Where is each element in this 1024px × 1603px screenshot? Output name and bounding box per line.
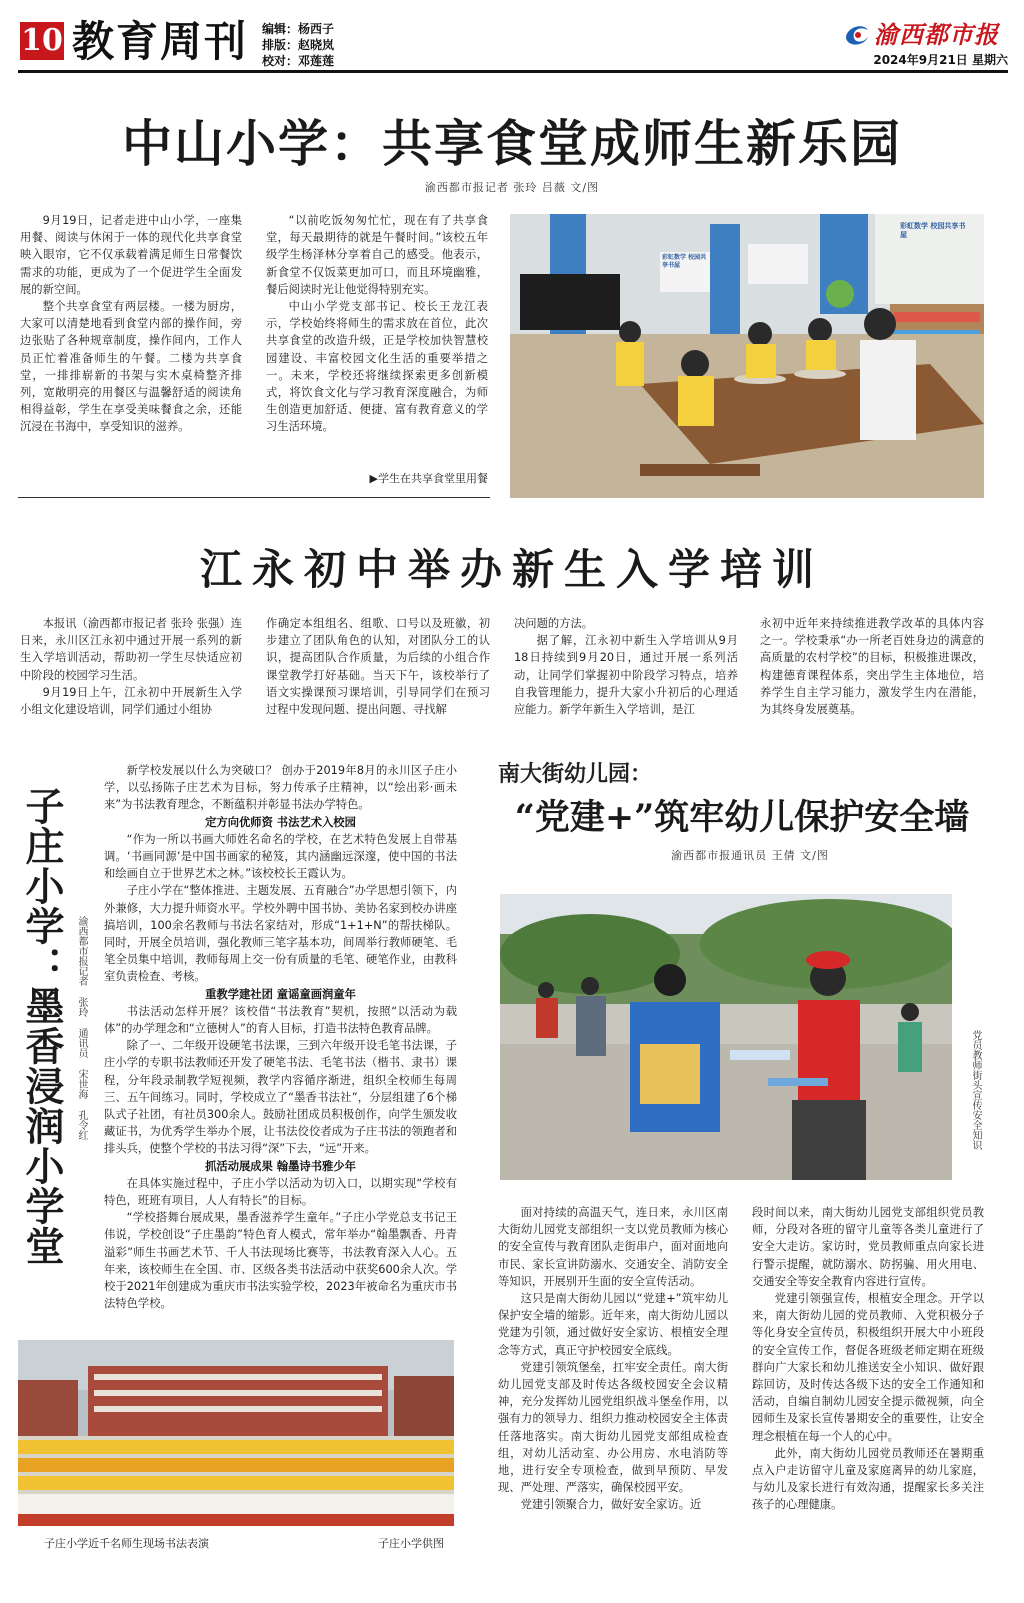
article2-col2 [266, 615, 490, 718]
article4-col2 [752, 1204, 984, 1514]
issue-date: 2024年9月21日 星期六 [873, 53, 1008, 67]
article4-paragraph: 此外，南大街幼儿园党员教师还在暑期重点入户走访留守儿童及家庭离异的幼儿家庭，与幼儿及家长进行有效沟通，提醒家长多关注孩子的心理健康。 [752, 1446, 984, 1512]
article1-paragraph: “以前吃饭匆匆忙忙，现在有了共享食堂，每天最期待的就是午餐时间。”该校五年级学生杨泽林分享着自己的感受。他表示，新食堂不仅饭菜更加可口，而且环境幽雅，餐后阅读时光让他觉得特别充实。 [266, 214, 488, 296]
article3-subhead: 抓活动展成果 翰墨诗书雅少年 [205, 1159, 356, 1173]
article2-paragraph: 9月19日上午，江永初中开展新生入学小组文化建设培训，同学们通过小组协 [20, 685, 242, 717]
article4-byline: 渝西都市报通讯员 王倩 文/图 [671, 849, 829, 862]
proof-credit: 校对：邓莲莲 [262, 54, 335, 68]
article3-paragraph: 除了一、二年级开设硬笔书法课，三到六年级开设毛笔书法课，子庄小学的专职书法教师还开发了硬笔书法、毛笔书法（楷书、隶书）课程，分年段录制教学短视频，教学内容循序渐进，组织全校师生每周三、五午间练习。同时，学校成立了“墨香书法社”，分层组建了6个梯队式子社团，有社员300余人。鼓励社团成员积极创作，向学生颁发收藏证书，为优秀学生举办个展，让书法佼佼者成为子庄书法的领跑者和排头兵，使整个学校的书法习得“深”下去，“远”开来。 [104, 1039, 457, 1156]
paper-name: 渝西都市报 [874, 20, 999, 49]
article4-paragraph: 党建引领强宣传，根植安全理念。开学以来，南大街幼儿园的党员教师、入党积极分子等化身安全宣传员，积极组织开展大中小班段的安全宣传工作，督促各班级老师定期在班级群向广大家长和幼儿推送安全小知识、做好跟踪回访，及时传达各级下达的安全工作通知和活动，自编自制幼儿园安全提示微视频，向全园师生及家长宣传暑期安全的重要性，让安全理念根植在每一个人的心中。 [752, 1292, 984, 1443]
banner-text-1: 彩虹数学 校园共享书屋 [662, 254, 707, 269]
article2-paragraph: 永初中近年来持续推进教学改革的具体内容之一。学校秉承“办一所老百姓身边的满意的高质量的农村学校”的目标，积极推进课改，构建德育课程体系，突出学生主体地位，培养学生自主学习能力，激发学生内在潜能，为其终身发展奠基。 [760, 617, 984, 717]
article3-paragraph: 书法活动怎样开展？该校借“书法教育”契机，按照“以活动为载体”的办学理念和“立德树人”的育人目标，打造书法特色教育品牌。 [104, 1004, 457, 1036]
street-scene [500, 894, 952, 1180]
article4-headline: “党建+”筑牢幼儿保护安全墙 [514, 797, 970, 838]
calligraphy-credit: 子庄小学供图 [378, 1537, 444, 1550]
article3-paragraph: 新学校发展以什么为突破口？ 创办于2019年8月的永川区子庄小学，以弘扬陈子庄艺术为目标，努力传承子庄精神，以“绘出彩·画未来”为书法教育理念，不断蕴积并彰显书法办学特色。 [104, 764, 457, 812]
article3-paragraph: “学校搭舞台展成果，墨香滋养学生童年。”子庄小学党总支书记王伟说，学校创设“子庄墨韵”特色育人模式，常年举办“翰墨飘香、丹青溢彩”师生书画艺术节、千人书法现场比赛等，书法教育深入人心。五年来，该校师生在全国、市、区级各类书法活动中获奖600余人次。学校于2021年创建成为重庆市书法实验学校，2023年被命名为重庆市书法特色学校。 [104, 1211, 457, 1311]
calligraphy-caption: 子庄小学近千名师生现场书法表演 [44, 1537, 209, 1550]
logo-swirl-icon [842, 20, 872, 50]
article4-kicker: 南大街幼儿园： [498, 762, 653, 787]
article2-col1 [20, 615, 242, 718]
article1-col1 [20, 212, 242, 436]
article1-caption: ▶学生在共享食堂里用餐 [369, 472, 488, 485]
article4-paragraph: 党建引领聚合力，做好安全家访。近 [520, 1498, 702, 1512]
article2-col3 [514, 615, 738, 718]
article1-rule [18, 497, 490, 498]
canteen-scene [510, 214, 984, 498]
article3-subhead: 定方向优师资 书法艺术入校园 [205, 815, 356, 829]
article2-paragraph: 据了解，江永初中新生入学培训从9月18日持续到9月20日，通过开展一系列活动，让同学们掌握初中阶段学习特点，培养自我管理能力，提升大家小升初后的心理适应能力。新学年新生入学培训，是江 [514, 634, 738, 717]
section-title: 教育周刊 [72, 17, 249, 66]
article4-paragraph: 面对持续的高温天气，连日来，永川区南大街幼儿园党支部组织一支以党员教师为核心的安全宣传与教育团队走街串户，面对面地向市民、家长宣讲防溺水、交通安全、消防安全等知识，开展别开生面的安全宣传活动。 [498, 1206, 728, 1288]
article4-paragraph: 这只是南大街幼儿园以“党建+”筑牢幼儿保护安全墙的缩影。近年来，南大街幼儿园以党建为引领，通过做好安全家访、根植安全理念等方式，真正守护校园安全底线。 [498, 1292, 728, 1357]
page-number: 10 [21, 23, 63, 58]
header-rule [18, 70, 1008, 73]
article2-headline: 江永初中举办新生入学培训 [199, 545, 824, 594]
article2-paragraph: 本报讯（渝西都市报记者 张玲 张强）连日来，永川区江永初中通过开展一系列的新生入学培训活动，帮助初一学生尽快适应初中阶段的校园学习生活。 [20, 617, 242, 682]
article1-paragraph: 整个共享食堂有两层楼。一楼为厨房，大家可以清楚地看到食堂内部的操作间，旁边张贴了各种规章制度，操作间内，工作人员正忙着准备师生的午餐。二楼为共享食堂，一排排崭新的书架与实木桌椅整齐排列，宽敞明亮的用餐区与温馨舒适的阅读角相得益彰，学生在享受美味餐食之余，还能沉浸在书海中，享受知识的滋养。 [20, 300, 242, 434]
article1-byline: 渝西都市报记者 张玲 吕薇 文/图 [424, 181, 600, 194]
article1-col2 [266, 212, 488, 436]
article1-paragraph: 中山小学党支部书记、校长王龙江表示，学校始终将师生的需求放在首位，此次共享食堂的改造升级，正是学校加快智慧校园建设、丰富校园文化生活的重要举措之一。未来，学校还将继续探索更多创新模式，将饮食文化与学习教育深度融合，为师生创造更加舒适、便捷、富有教育意义的学习生活环境。 [266, 300, 488, 434]
article4-paragraph: 党建引领筑堡垒，扛牢安全责任。南大街幼儿园党支部及时传达各级校园安全会议精神，充分发挥幼儿园党组织战斗堡垒作用，以强有力的领导力、组织力推动校园安全主体责任落地落实。南大街幼儿园党支部组成检查组，对幼儿活动室、办公用房、水电消防等地，进行安全专项检查，做到早预防、早发现、严处理、严落实，确保校园平安。 [498, 1360, 728, 1495]
article3-byline: 渝西都市报记者 张玲 通讯员 宋世海 孔令红 [76, 916, 87, 1140]
article2-paragraph: 决问题的方法。 [514, 617, 594, 630]
article4-col1 [498, 1204, 728, 1514]
article3-headline: 子庄小学：墨香浸润小学堂 [19, 786, 65, 1266]
article3-subhead: 重教学建社团 童谣童画润童年 [205, 987, 356, 1001]
article3-paragraph: 在具体实施过程中，子庄小学以活动为切入口，以期实现“学校有特色，班班有项目，人人有特长”的目标。 [104, 1176, 457, 1208]
banner-text-2: 彩虹数学 校园共享书屋 [900, 222, 966, 239]
safety-photo-caption: 党员教师街头宣传安全知识 [970, 1030, 981, 1150]
article2-col4 [760, 615, 984, 718]
article3-body [104, 762, 457, 1313]
newspaper-logo [842, 18, 1007, 52]
article2-paragraph: 作确定本组组名、组歌、口号以及班徽，初步建立了团队角色的认知，对团队分工的认识，提高团队合作质量，为后续的小组合作课堂教学打好基础。当天下午，该校举行了语文实操课预习课培训，引导同学们在预习过程中发现问题、提出问题、寻找解 [266, 617, 490, 717]
article3-paragraph: “作为一所以书画大师姓名命名的学校，在艺术特色发展上自带基调。‘书画同源’是中国书画家的秘笈，其内涵幽远深邃，使中国的书法和绘画自立于世界艺术之林。”该校校长王霞认为。 [104, 832, 457, 881]
canteen-photo [510, 214, 984, 498]
article4-paragraph: 段时间以来，南大街幼儿园党支部组织党员教师，分段对各班的留守儿童等各类儿童进行了安全大走访。家访时，党员教师重点向家长进行警示提醒，就防溺水、防拐骗、用火用电、交通安全等安全教育内容进行宣传。 [752, 1206, 984, 1288]
article3-paragraph: 子庄小学在“整体推进、主题发展、五育融合”办学思想引领下，内外兼修，大力提升师资水平。学校外聘中国书协、美协名家到校办讲座搞培训，100余名教师与书法名家结对，形成“1+1+N”的帮扶梯队。同时，开展全员培训，强化教师三笔字基本功，间周举行教师硬笔、毛笔全员集中培训，教师每周上交一份有质量的毛笔、硬笔作业，由教科室负责检查、考核。 [104, 884, 457, 984]
editor-credit: 编辑：杨西子 [262, 22, 335, 36]
calligraphy-scene [18, 1340, 454, 1526]
article1-headline: 中山小学：共享食堂成师生新乐园 [122, 114, 902, 173]
layout-credit: 排版：赵晓岚 [262, 38, 335, 52]
page-header [0, 0, 1024, 80]
article1-paragraph: 9月19日，记者走进中山小学，一座集用餐、阅读与休闲于一体的现代化共享食堂映入眼帘，它不仅承载着满足师生日常餐饮需求的功能，更成为了一个促进学生全面发展的新空间。 [20, 214, 242, 296]
safety-promo-photo [500, 894, 952, 1180]
calligraphy-photo [18, 1340, 454, 1526]
